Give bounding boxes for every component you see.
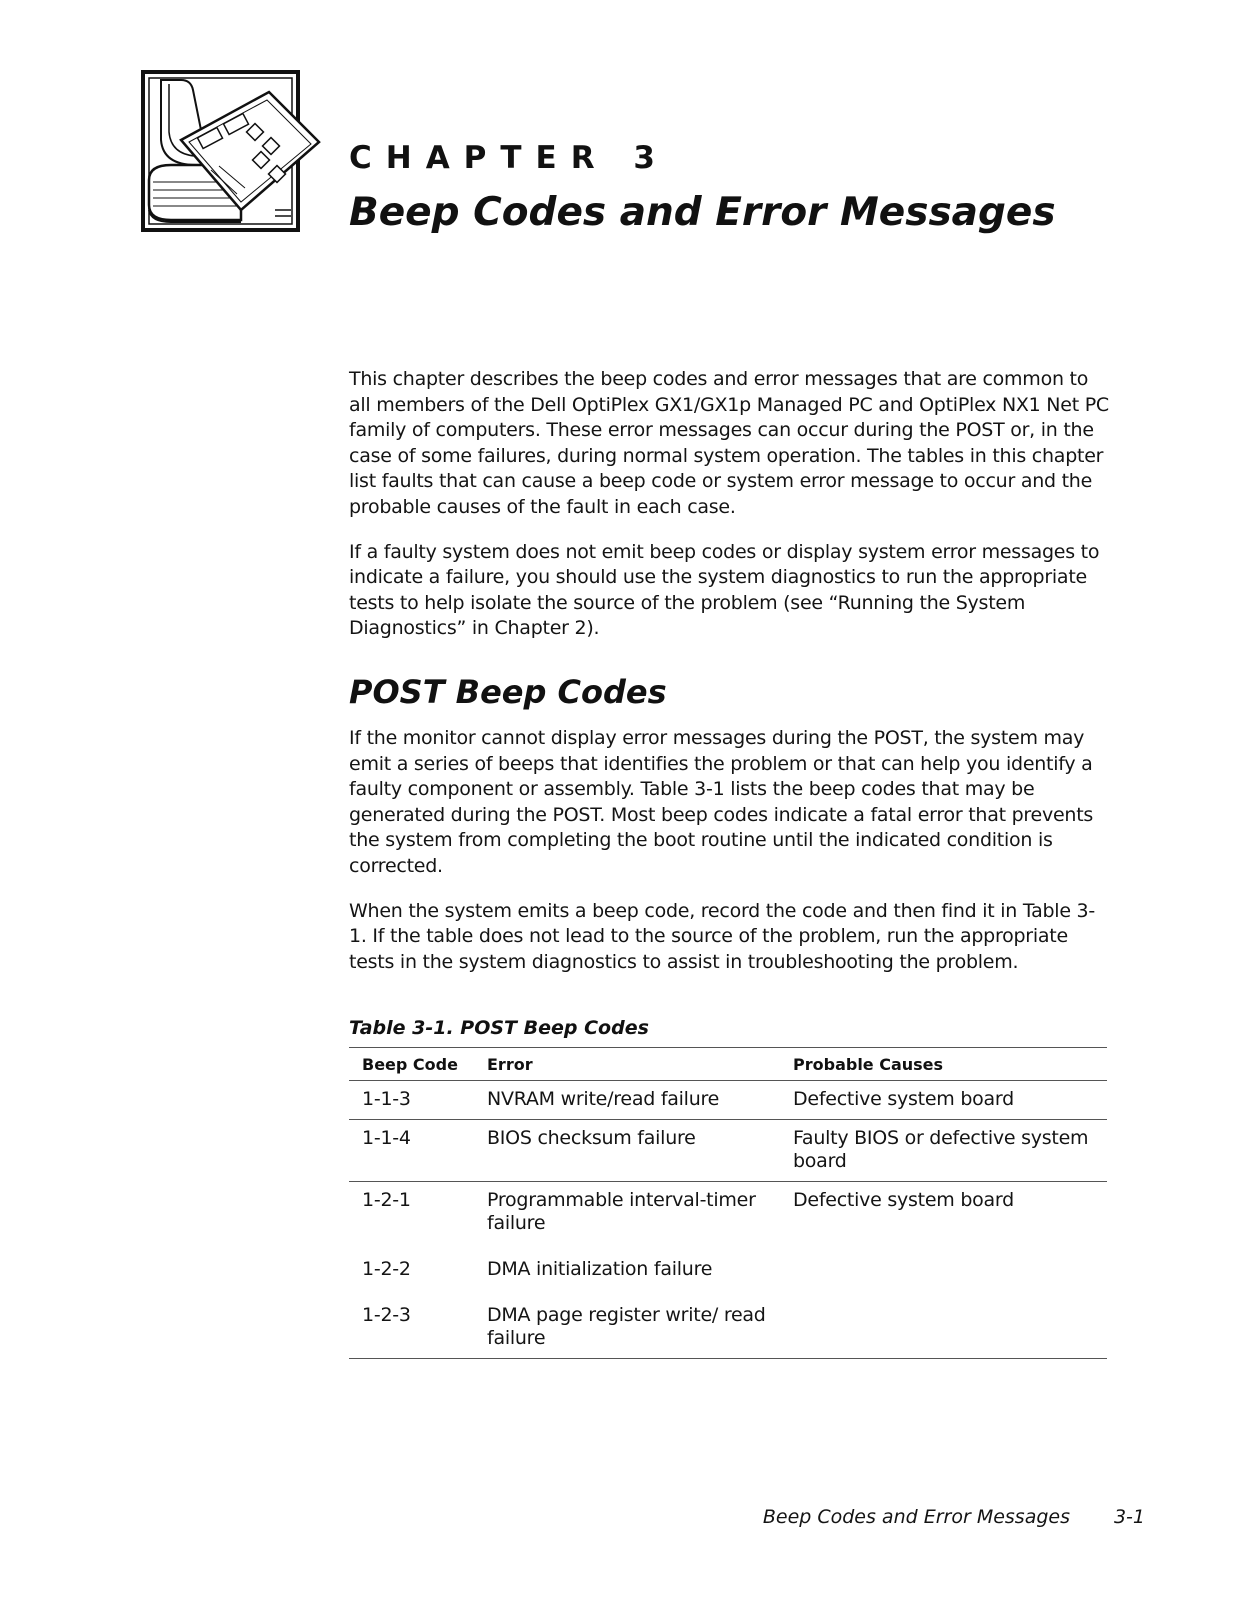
section-paragraph-2: When the system emits a beep code, record the code and then find it in Table 3-1. If the table does not lead to the source of the problem, run the appropriate tests in the system diagnostics to assist in troubleshooting the problem. <box>349 899 1096 973</box>
cause-cell <box>780 1297 1107 1359</box>
chapter-body <box>349 367 1109 1359</box>
cause-cell: Faulty BIOS or defective system board <box>780 1120 1107 1182</box>
cause-cell <box>780 1251 1107 1297</box>
section-paragraph-1: If the monitor cannot display error messages during the POST, the system may emit a series of beeps that identifies the problem or that can help you identify a faulty component or assembly. Table 3-1 lists the beep codes that may be generated during the POST. Most beep codes indicate a fatal error that prevents the system from completing the boot routine until the indicated condition is corrected. <box>349 726 1094 877</box>
header-beep-code: Beep Code <box>349 1048 474 1081</box>
error-cell: DMA page register write/ read failure <box>487 1304 766 1350</box>
beep-code-table <box>349 1047 1107 1359</box>
beep-code-cell: 1-1-4 <box>349 1120 474 1182</box>
cause-cell: Defective system board <box>780 1081 1107 1120</box>
intro-paragraph-1: This chapter describes the beep codes and error messages that are common to all members of the Dell OptiPlex GX1/GX1p Managed PC and OptiPlex NX1 Net PC family of computers. These error messages can occur during the POST or, in the case of some failures, during normal system operation. The tables in this chapter list faults that can cause a beep code or system error message to occur and the probable causes of the fault in each case. <box>349 368 1109 518</box>
error-cell: Programmable interval-timer failure <box>487 1189 756 1235</box>
table-header-row <box>349 1048 1107 1081</box>
chapter-icon <box>141 70 321 232</box>
table-row <box>349 1251 1107 1297</box>
beep-code-cell: 1-2-1 <box>362 1189 411 1212</box>
section-heading: POST Beep Codes <box>349 672 667 711</box>
error-cell: DMA initialization failure <box>487 1258 713 1281</box>
beep-code-cell: 1-2-2 <box>362 1258 411 1281</box>
page-number: 3-1 <box>1113 1506 1145 1528</box>
table-row <box>349 1120 1107 1182</box>
chapter-label: CHAPTER 3 <box>349 140 669 176</box>
header-error: Error <box>474 1048 780 1081</box>
header-probable-causes: Probable Causes <box>780 1048 1107 1081</box>
table-caption: Table 3-1. POST Beep Codes <box>349 1017 649 1040</box>
footer-title: Beep Codes and Error Messages <box>762 1506 1070 1528</box>
table-row <box>349 1182 1107 1252</box>
table-row <box>349 1297 1107 1359</box>
chapter-title: Beep Codes and Error Messages <box>349 190 1056 235</box>
cause-cell: Defective system board <box>793 1189 1014 1212</box>
error-cell: BIOS checksum failure <box>474 1120 780 1182</box>
beep-code-cell: 1-1-3 <box>349 1081 474 1120</box>
table-row <box>349 1081 1107 1120</box>
beep-code-cell: 1-2-3 <box>362 1304 411 1327</box>
error-cell: NVRAM write/read failure <box>474 1081 780 1120</box>
intro-paragraph-2: If a faulty system does not emit beep codes or display system error messages to indicate a failure, you should use the system diagnostics to run the appropriate tests to help isolate the source of the problem (see “Running the System Diagnostics” in Chapter 2). <box>349 540 1100 640</box>
